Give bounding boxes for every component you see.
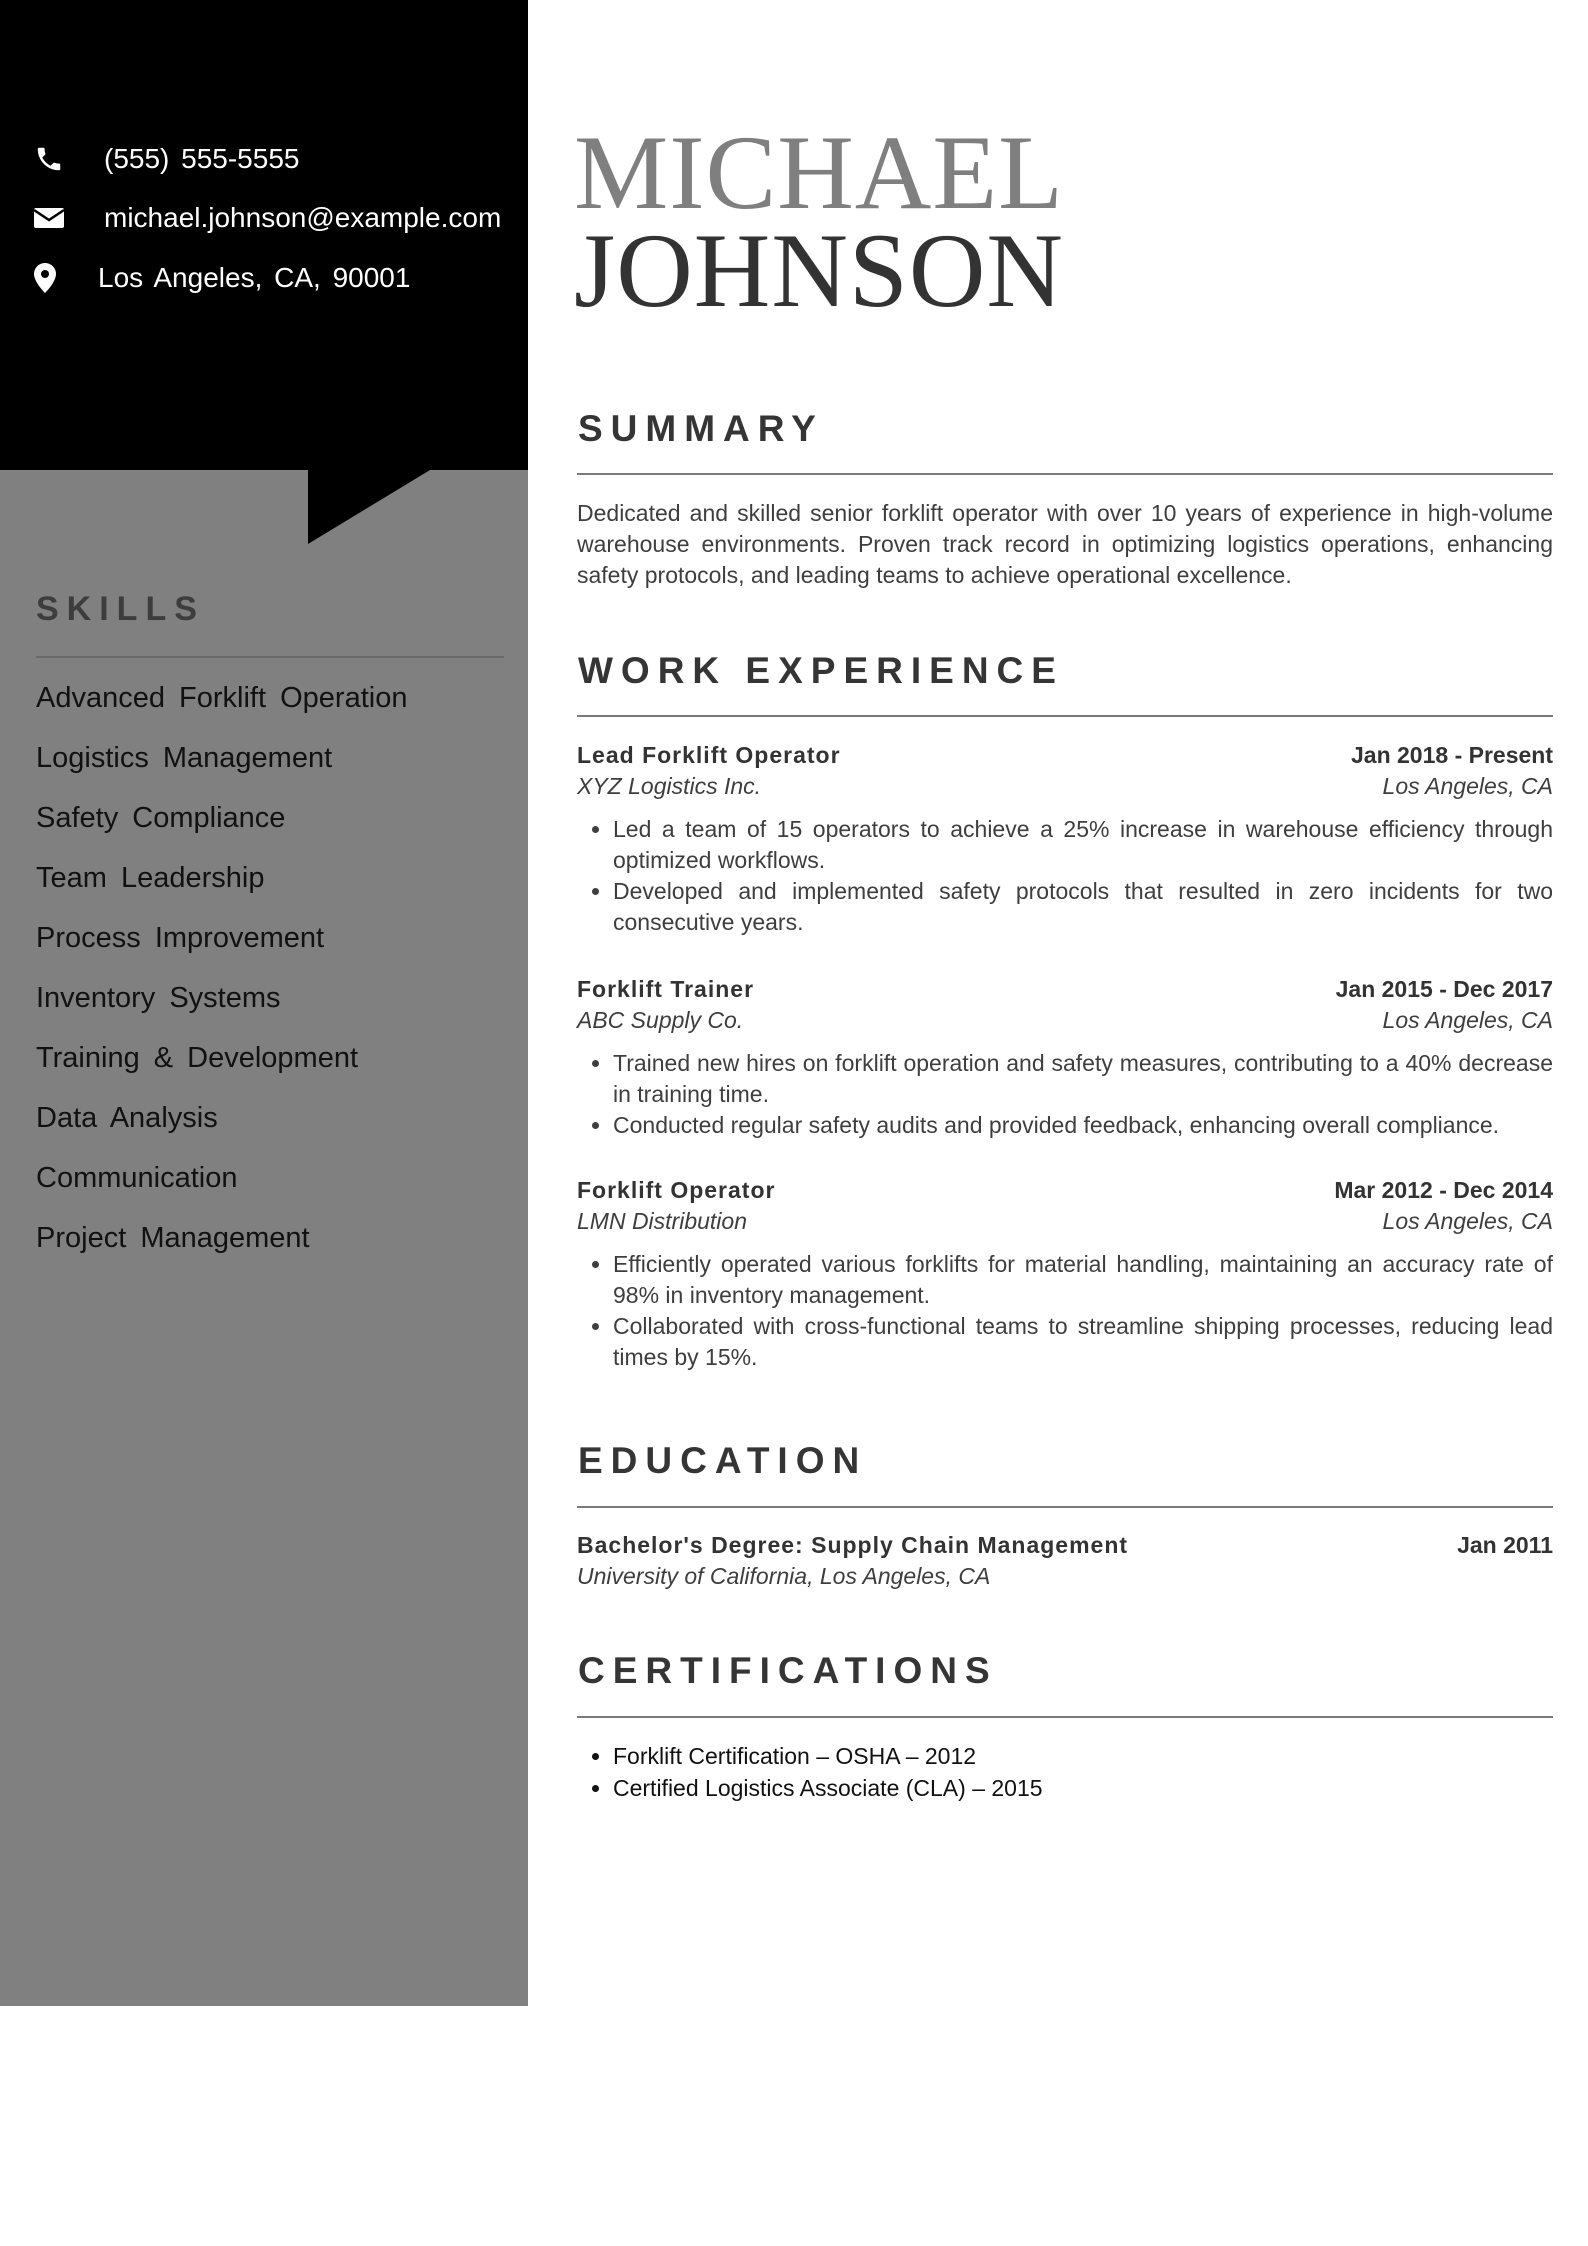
- skill-item: Communication: [36, 1162, 238, 1194]
- job-bullets: [577, 1249, 1553, 1373]
- job-bullet: • Developed and implemented safety protocols that resulted in zero incidents for two consecutive years.: [613, 876, 1553, 938]
- school: University of California, Los Angeles, CA: [577, 1563, 991, 1589]
- job-company: XYZ Logistics Inc.: [577, 773, 762, 799]
- certifications-list: [577, 1740, 1588, 1804]
- skills-list: [36, 678, 407, 1278]
- skill-item: Logistics Management: [36, 742, 333, 774]
- education-title: EDUCATION: [578, 1440, 868, 1481]
- skills-title: SKILLS: [36, 590, 205, 628]
- job-bullet: • Conducted regular safety audits and provided feedback, enhancing overall compliance.: [613, 1110, 1553, 1141]
- location-text: Los Angeles, CA, 90001: [98, 262, 411, 293]
- contact-email: [34, 198, 501, 238]
- summary-title: SUMMARY: [578, 408, 824, 449]
- education-date: Jan 2011: [1457, 1532, 1553, 1558]
- work-experience-title: WORK EXPERIENCE: [578, 650, 1064, 691]
- job-title: Forklift Trainer: [577, 976, 755, 1002]
- contact-location: [34, 258, 410, 298]
- education-divider: [577, 1506, 1553, 1508]
- skill-item: Process Improvement: [36, 922, 325, 954]
- job-company: ABC Supply Co.: [577, 1007, 744, 1033]
- certifications-divider: [577, 1716, 1553, 1718]
- summary-divider: [577, 473, 1553, 475]
- pointer-shape: [308, 470, 430, 544]
- certifications-title: CERTIFICATIONS: [578, 1650, 998, 1691]
- job-entry: [577, 1175, 1553, 1373]
- job-bullet: • Trained new hires on forklift operation and safety measures, contributing to a 40% decrease in training time.: [613, 1048, 1553, 1110]
- skill-item: Inventory Systems: [36, 982, 281, 1014]
- phone-text: (555) 555-5555: [104, 143, 300, 174]
- certification-item: • Forklift Certification – OSHA – 2012: [613, 1740, 1588, 1772]
- job-entry: [577, 974, 1553, 1141]
- job-location: Los Angeles, CA: [1382, 1007, 1553, 1033]
- job-title: Forklift Operator: [577, 1177, 776, 1203]
- job-dates: Jan 2015 - Dec 2017: [1335, 976, 1553, 1002]
- work-experience-divider: [577, 715, 1553, 717]
- job-company: LMN Distribution: [577, 1208, 747, 1234]
- email-text: michael.johnson@example.com: [104, 202, 502, 233]
- contact-phone: [34, 139, 299, 179]
- phone-icon: [34, 141, 104, 177]
- contact-block: [0, 0, 528, 470]
- job-title: Lead Forklift Operator: [577, 742, 841, 768]
- skill-item: Data Analysis: [36, 1102, 218, 1134]
- job-bullet: • Led a team of 15 operators to achieve a 25% increase in warehouse efficiency through optimized workflows.: [613, 814, 1553, 876]
- job-bullet: • Efficiently operated various forklifts for material handling, maintaining an accuracy rate of 98% in inventory management.: [613, 1249, 1553, 1311]
- job-bullets: [577, 1048, 1553, 1141]
- job-bullet: • Collaborated with cross-functional teams to streamline shipping processes, reducing lead times by 15%.: [613, 1311, 1553, 1373]
- skill-item: Safety Compliance: [36, 802, 286, 834]
- job-bullets: [577, 814, 1553, 938]
- skill-item: Team Leadership: [36, 862, 265, 894]
- skill-item: Project Management: [36, 1222, 310, 1254]
- skill-item: Training & Development: [36, 1042, 359, 1074]
- job-dates: Mar 2012 - Dec 2014: [1334, 1177, 1553, 1203]
- map-pin-icon: [34, 260, 98, 296]
- envelope-icon: [34, 200, 104, 236]
- job-location: Los Angeles, CA: [1382, 773, 1553, 799]
- job-dates: Jan 2018 - Present: [1350, 742, 1553, 768]
- last-name: JOHNSON: [574, 212, 1064, 329]
- education-entry: [577, 1530, 1553, 1592]
- skills-divider: [36, 656, 504, 658]
- degree: Bachelor's Degree: Supply Chain Management: [577, 1532, 1129, 1558]
- job-location: Los Angeles, CA: [1382, 1208, 1553, 1234]
- skill-item: Advanced Forklift Operation: [36, 682, 408, 714]
- certification-item: • Certified Logistics Associate (CLA) – 2015: [613, 1772, 1588, 1804]
- summary-text: Dedicated and skilled senior forklift operator with over 10 years of experience in high-volume warehouse environments. Proven track record in optimizing logistics operations, enhancing safety protocols, and leading teams to achieve operational excellence.: [577, 500, 1553, 588]
- job-entry: [577, 740, 1553, 938]
- first-name: MICHAEL: [574, 114, 1064, 231]
